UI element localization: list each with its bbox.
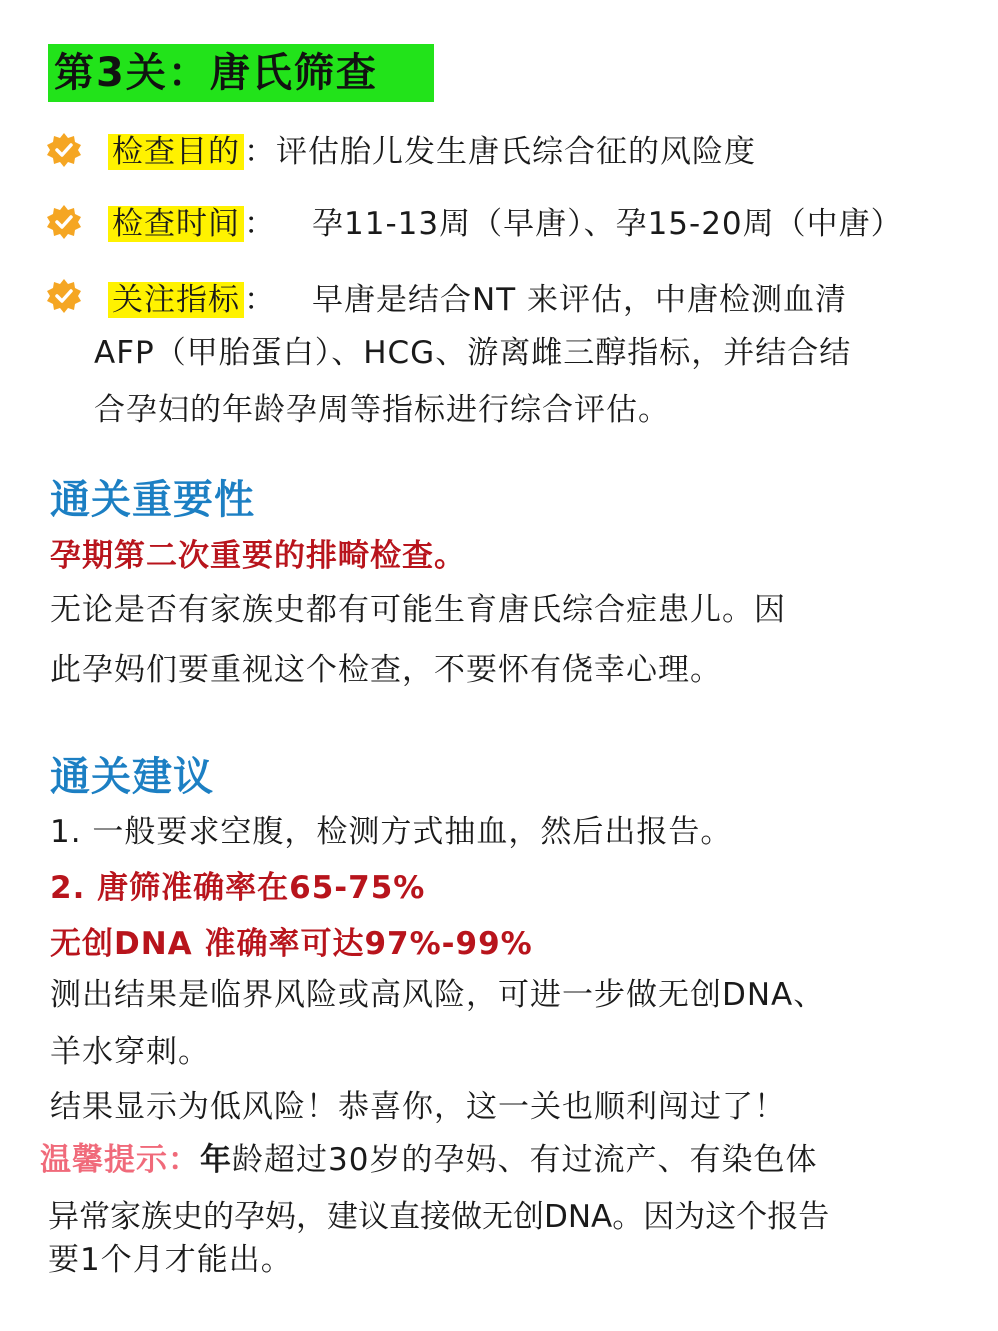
tip-line: 异常家族史的孕妈，建议直接做无创DNA。因为这个报告 [48,1199,830,1235]
bullet-item-timing [108,204,903,244]
orange-badge-check-icon [46,132,82,168]
tip-label: 温馨提示： [40,1142,200,1178]
section-heading-importance: 通关重要性 [50,477,255,523]
bullet-text: 早唐是结合NT 来评估，中唐检测血清 [312,282,847,318]
bullet-label: 关注指标 [108,282,244,318]
tip-line [40,1140,817,1180]
bullet-text-continued: 合孕妇的年龄孕周等指标进行综合评估。 [94,392,670,428]
advice-item: 1. 一般要求空腹，检测方式抽血，然后出报告。 [50,814,733,850]
bullet-label: 检查目的 [108,134,244,170]
advice-accuracy-line: 无创DNA 准确率可达97%-99% [50,926,533,962]
tip-bold-char: 年 [200,1142,232,1178]
bullet-text: 评估胎儿发生唐氏综合征的风险度 [276,134,756,170]
advice-accuracy-line: 2. 唐筛准确率在65-75% [50,870,426,906]
orange-badge-check-icon [46,278,82,314]
bullet-text: 孕11-13周（早唐）、孕15-20周（中唐） [312,206,903,242]
paragraph-line: 羊水穿刺。 [50,1034,210,1070]
section-heading-advice: 通关建议 [50,754,214,800]
bullet-label: 检查时间 [108,206,244,242]
tip-text: 龄超过30岁的孕妈、有过流产、有染色体 [232,1142,818,1178]
importance-highlight: 孕期第二次重要的排畸检查。 [50,538,466,574]
separator: ： [244,206,276,242]
separator: ： [244,282,276,318]
orange-badge-check-icon [46,204,82,240]
tip-line: 要1个月才能出。 [48,1242,293,1278]
paragraph-line: 此孕妈们要重视这个检查，不要怀有侥幸心理。 [50,652,722,688]
paragraph-line: 无论是否有家族史都有可能生育唐氏综合症患儿。因 [50,592,786,628]
paragraph-line: 测出结果是临界风险或高风险，可进一步做无创DNA、 [50,977,826,1013]
separator: ： [244,134,276,170]
bullet-text-continued: AFP（甲胎蛋白）、HCG、游离雌三醇指标，并结合结 [94,335,852,371]
bullet-item-indicators [108,280,847,320]
page-title: 第3关：唐氏筛查 [54,50,378,96]
paragraph-line: 结果显示为低风险！恭喜你，这一关也顺利闯过了！ [50,1089,786,1125]
bullet-item-purpose [108,132,756,172]
